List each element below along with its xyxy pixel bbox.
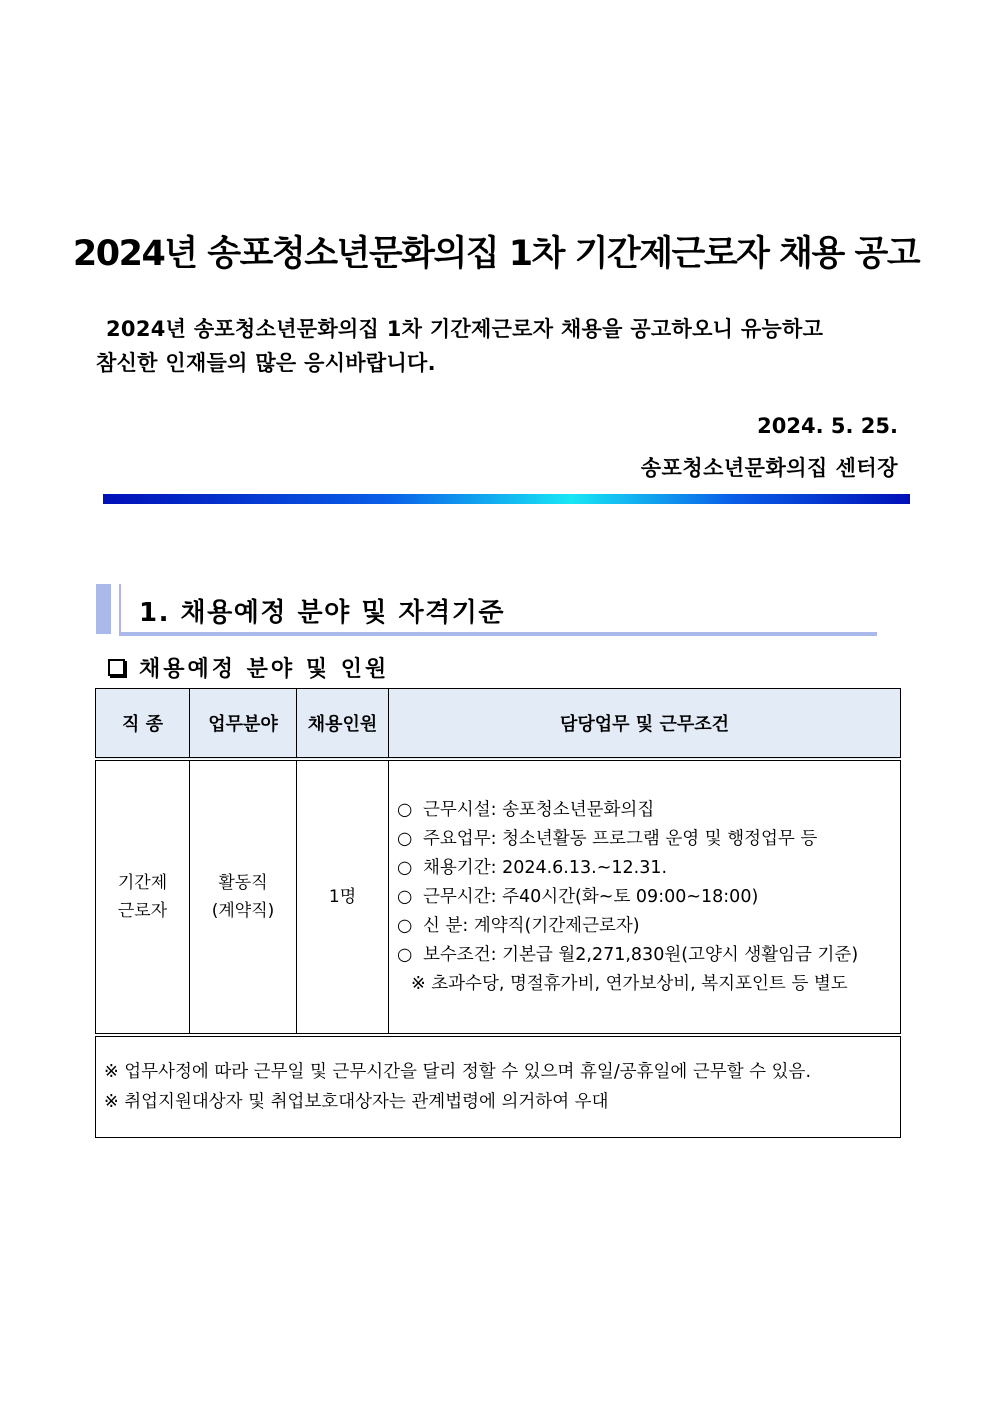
header-divider-bar (103, 494, 910, 504)
intro-line-1: 2024년 송포청소년문화의집 1차 기간제근로자 채용을 공고하오니 유능하고 (106, 317, 824, 341)
table-row (96, 759, 901, 1035)
duty-text: 주요업무: 청소년활동 프로그램 운영 및 행정업무 등 (423, 828, 818, 849)
subheading-text: 채용예정 분야 및 인원 (139, 657, 390, 682)
duty-text: 근무시설: 송포청소년문화의집 (423, 799, 655, 820)
header-field: 업무분야 (190, 689, 297, 760)
job-type-line-1: 기간제 (117, 873, 168, 893)
list-item (397, 941, 900, 970)
job-type-line-2: 근로자 (117, 901, 168, 921)
list-item (397, 854, 900, 883)
cell-notes (96, 1035, 901, 1138)
circle-bullet-icon: ○ (397, 828, 413, 849)
page-title: 2024년 송포청소년문화의집 1차 기간제근로자 채용 공고 (72, 234, 920, 274)
list-item (397, 825, 900, 854)
note-2: ※ 취업지원대상자 및 취업보호대상자는 관계법령에 의거하여 우대 (104, 1092, 609, 1112)
issuer-signature: 송포청소년문화의집 센터장 (640, 456, 898, 480)
subheading (108, 652, 389, 683)
section-title: 1. 채용예정 분야 및 자격기준 (139, 598, 505, 628)
table-header-row (96, 689, 901, 760)
checkbox-bullet-icon (108, 659, 125, 676)
circle-bullet-icon: ○ (397, 944, 413, 965)
recruitment-table (95, 688, 901, 1138)
field-line-1: 활동직 (218, 873, 268, 893)
duty-text: 채용기간: 2024.6.13.~12.31. (423, 857, 668, 878)
list-item (397, 796, 900, 825)
section-rule-horizontal (119, 632, 877, 636)
duty-text: 보수조건: 기본급 월2,271,830원(고양시 생활임금 기준) (423, 944, 859, 965)
circle-bullet-icon: ○ (397, 857, 413, 878)
cell-field (190, 759, 297, 1035)
duty-note: ※ 초과수당, 명절휴가비, 연가보상비, 복지포인트 등 별도 (411, 973, 848, 994)
section-rule-vertical (119, 584, 121, 636)
header-count: 채용인원 (297, 689, 389, 760)
list-item (397, 883, 900, 912)
section-marker (96, 584, 111, 634)
cell-count: 1명 (297, 759, 389, 1035)
note-1: ※ 업무사정에 따라 근무일 및 근무시간을 달리 정할 수 있으며 휴일/공휴일에 근무할 수 있음. (104, 1062, 812, 1082)
field-line-2: (계약직) (211, 901, 275, 921)
cell-job-type (96, 759, 190, 1035)
intro-paragraph (96, 312, 896, 380)
duty-text: 근무시간: 주40시간(화~토 09:00~18:00) (423, 886, 759, 907)
intro-line-2: 참신한 인재들의 많은 응시바랍니다. (96, 351, 436, 375)
circle-bullet-icon: ○ (397, 915, 413, 936)
header-job-type: 직 종 (96, 689, 190, 760)
duty-list (397, 796, 900, 999)
table-notes-row (96, 1035, 901, 1138)
cell-duties (389, 759, 901, 1035)
header-duties: 담당업무 및 근무조건 (389, 689, 901, 760)
announcement-date: 2024. 5. 25. (757, 414, 898, 438)
circle-bullet-icon: ○ (397, 886, 413, 907)
duty-text: 신 분: 계약직(기간제근로자) (423, 915, 640, 936)
circle-bullet-icon: ○ (397, 799, 413, 820)
list-item (397, 912, 900, 941)
